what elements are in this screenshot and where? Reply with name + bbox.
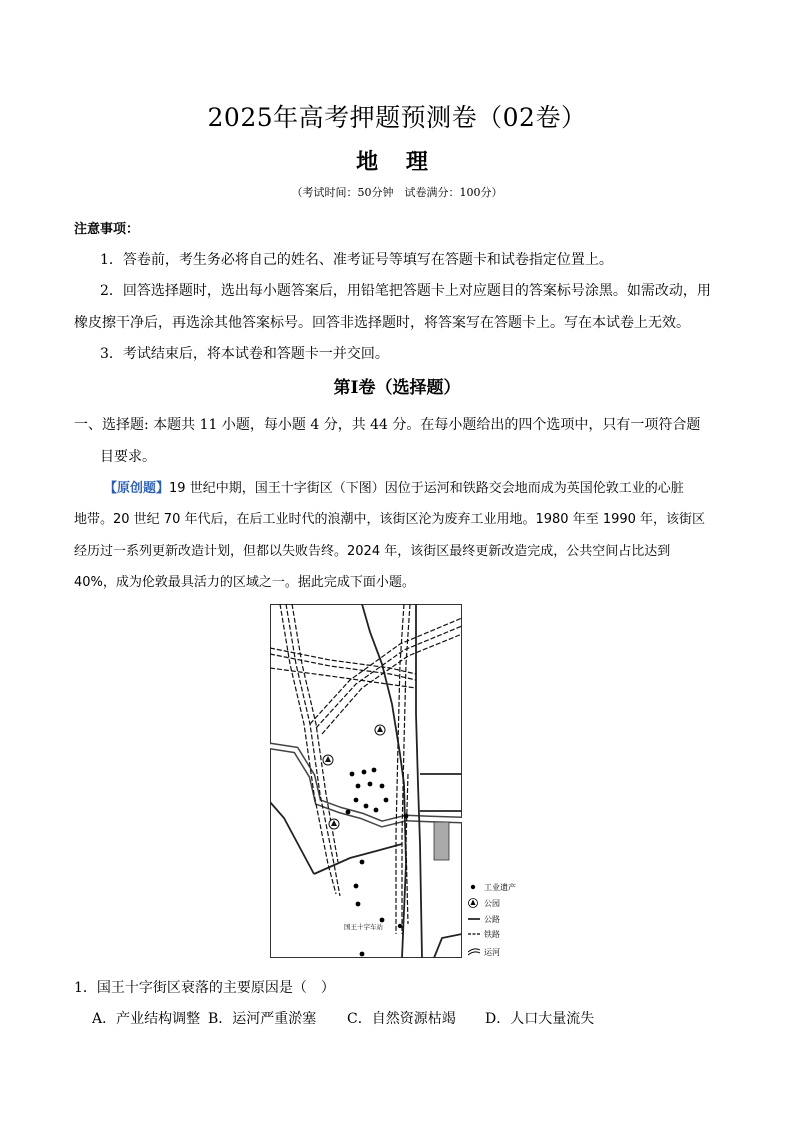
original-question-tag: 【原创题】 [104, 481, 170, 496]
passage-line-2: 地带。20 世纪 70 年代后，在后工业时代的浪潮中，该街区沦为废弃工业用地。1980 年至 1990 年，该街区 [74, 512, 706, 527]
notice-item-2-line-1: 2．回答选择题时，选出每小题答案后，用铅笔把答题卡上对应题目的答案标号涂黑。如需改动，用 [100, 283, 711, 299]
subject-title: 地 理 [356, 149, 438, 175]
map-legend [468, 881, 538, 961]
question-1-option-b: B．运河严重淤塞 [208, 1011, 317, 1027]
legend-heritage: 工业遗产 [484, 883, 516, 892]
section-intro-line-2: 目要求。 [100, 449, 156, 465]
passage-line-1 [104, 477, 684, 496]
exam-info: （考试时间：50分钟 试卷满分：100分） [291, 186, 503, 199]
passage-line-1-text: 19 世纪中期，国王十字街区（下图）因位于运河和铁路交会地而成为英国伦敦工业的心脏 [169, 481, 684, 496]
passage-line-3: 经历过一系列更新改造计划，但都以失败告终。2024 年，该街区最终更新改造完成，公共空间占比达到 [74, 544, 671, 559]
notice-heading: 注意事项： [74, 222, 140, 237]
section-title: 第Ⅰ卷（选择题） [333, 378, 461, 398]
notice-item-2-line-2: 橡皮擦干净后，再选涂其他答案标号。回答非选择题时，将答案写在答题卡上。写在本试卷上无效。 [74, 315, 690, 331]
question-1-stem: 1．国王十字街区衰落的主要原因是（ ） [74, 980, 335, 996]
station-label: 国王十字车站 [344, 923, 383, 931]
passage-line-4: 40%，成为伦敦最具活力的区域之一。据此完成下面小题。 [74, 575, 415, 590]
legend-railway: 铁路 [484, 930, 500, 939]
question-1-option-a: A．产业结构调整 [92, 1011, 201, 1027]
legend-canal: 运河 [484, 948, 500, 957]
section-intro-line-1: 一、选择题: 本题共 11 小题，每小题 4 分，共 44 分。在每小题给出的四个选项中，只有一项符合题 [74, 417, 701, 433]
kings-cross-map [270, 604, 462, 958]
legend-road: 公路 [484, 915, 500, 924]
notice-item-3: 3．考试结束后，将本试卷和答题卡一并交回。 [100, 346, 389, 362]
legend-park: 公园 [484, 899, 500, 908]
canal-legend-icon [468, 949, 480, 952]
exam-title: 2025年高考押题预测卷（02卷） [207, 103, 587, 132]
heritage-legend-icon [471, 885, 475, 889]
notice-item-1: 1．答卷前，考生务必将自己的姓名、准考证号等填写在答题卡和试卷指定位置上。 [100, 252, 613, 268]
question-1-option-d: D．人口大量流失 [485, 1011, 595, 1027]
question-1-option-c: C．自然资源枯竭 [347, 1011, 456, 1027]
